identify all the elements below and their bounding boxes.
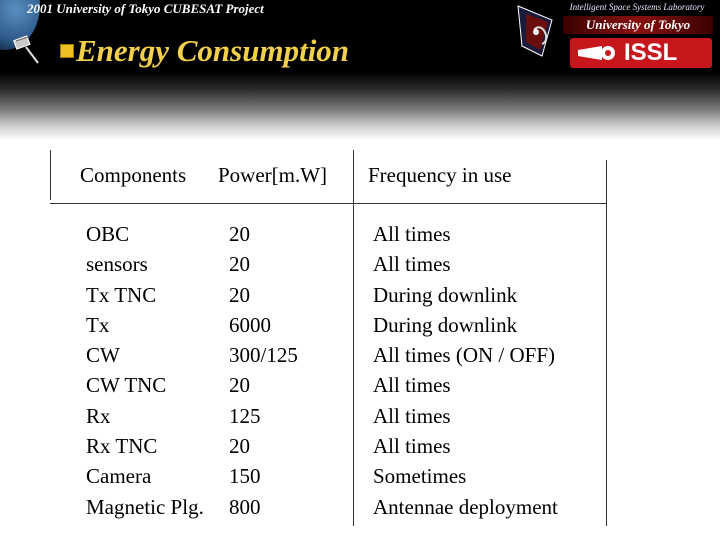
- frequency-column: [373, 219, 558, 522]
- column-header-power: Power[m.W]: [218, 163, 328, 187]
- table-cell-component: Tx TNC: [86, 282, 157, 307]
- table-cell-power: 150: [229, 464, 261, 489]
- page-title: Energy Consumption: [76, 33, 350, 68]
- header-fade: [0, 72, 720, 140]
- bullet-square-icon: [60, 44, 74, 58]
- table-cell-component: OBC: [86, 222, 130, 246]
- table-divider-middle: [353, 150, 354, 526]
- column-header-components: Components: [80, 163, 187, 187]
- table-divider-left: [50, 150, 51, 200]
- table-cell-power: 20: [229, 252, 250, 277]
- table-cell-component: Rx: [86, 403, 111, 428]
- table-cell-frequency: All times: [373, 403, 451, 428]
- table-cell-frequency: During downlink: [373, 282, 518, 307]
- table-cell-frequency: All times (ON / OFF): [373, 343, 556, 368]
- table-cell-frequency: All times: [373, 252, 451, 277]
- table-cell-frequency: All times: [373, 373, 451, 398]
- table-cell-power: 20: [229, 222, 250, 246]
- components-column: [86, 219, 204, 522]
- column-header-frequency: Frequency in use: [368, 163, 512, 187]
- table-cell-power: 20: [229, 373, 250, 398]
- table-cell-frequency: Antennae deployment: [373, 494, 558, 519]
- table-cell-component: Tx: [86, 312, 110, 337]
- table-cell-power: 800: [229, 494, 261, 519]
- satellite-icon: [12, 35, 42, 65]
- table-cell-component: Magnetic Plg.: [86, 494, 204, 519]
- table-cell-frequency: During downlink: [373, 312, 518, 337]
- lab-name: Intelligent Space Systems Laboratory: [569, 2, 705, 12]
- table-cell-power: 20: [229, 282, 250, 307]
- table-cell-power: 125: [229, 403, 261, 428]
- table-divider-right: [606, 160, 607, 526]
- table-cell-component: sensors: [86, 252, 148, 277]
- table-cell-component: Rx TNC: [86, 434, 158, 459]
- lab-logo-icon: [512, 0, 560, 70]
- table-cell-frequency: Sometimes: [373, 464, 467, 489]
- table-cell-component: Camera: [86, 464, 152, 489]
- power-column: [229, 219, 298, 522]
- table-cell-power: 300/125: [229, 343, 298, 368]
- table-cell-component: CW: [86, 343, 120, 368]
- issl-logo-text: ISSL: [624, 39, 678, 66]
- table-cell-frequency: All times: [373, 434, 451, 459]
- university-name: University of Tokyo: [563, 16, 713, 34]
- table-cell-component: CW TNC: [86, 373, 167, 398]
- comet-icon: [576, 42, 620, 64]
- table-cell-frequency: All times: [373, 222, 451, 246]
- table-header-rule: [50, 203, 607, 204]
- project-title: 2001 University of Tokyo CUBESAT Project: [27, 1, 264, 16]
- table-cell-power: 6000: [229, 312, 271, 337]
- table-cell-power: 20: [229, 434, 250, 459]
